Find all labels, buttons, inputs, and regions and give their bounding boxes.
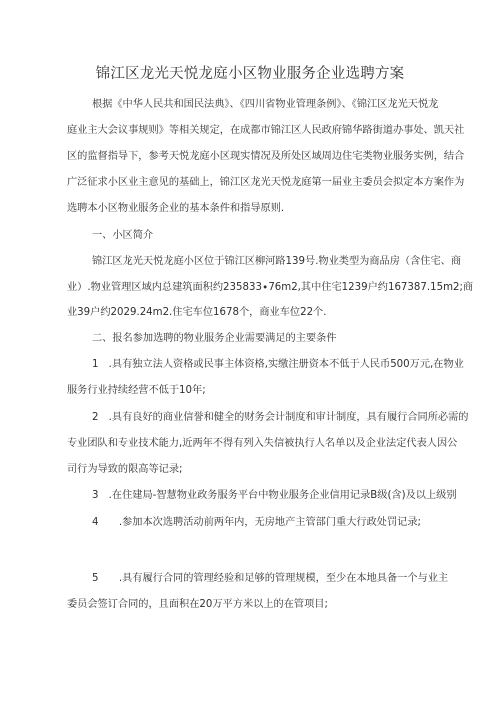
paragraph-line: 业）.物业管理区域内总建筑面积约235833∙76m2,其中住宅1239户约167387.15m2;商 (67, 282, 474, 293)
list-item-line: 1 .具有独立法人资格或民事主体资格,实缴注册资本不低于人民币500万元,在物业 (92, 359, 464, 370)
paragraph-line: 业39户约2029.24m2.住宅车位1678个，商业车位22个. (67, 307, 327, 318)
paragraph-line: 区的监督指导下，参考天悦龙庭小区现实情况及所处区域周边住宅类物业服务实例，结合 (67, 151, 465, 162)
paragraph-line: 锦江区龙光天悦龙庭小区位于锦江区柳河路139号.物业类型为商品房（含住宅、商 (92, 256, 462, 267)
list-item-line: 3 .在住建局-智慧物业政务服务平台中物业服务企业信用记录B级(含)及以上级别 (92, 490, 457, 501)
paragraph-line: 根据《中华人民共和国民法典》、《四川省物业管理条例》、《锦江区龙光天悦龙 (92, 99, 439, 110)
list-item-line: 司行为导致的限高等记录; (67, 464, 183, 475)
list-item-line: 专业团队和专业技术能力,近两年不得有列入失信被执行人名单以及企业法定代表人因公 (67, 438, 458, 449)
list-item-line: 5 .具有履行合同的管理经验和足够的管理规模，至少在本地具备一个与业主 (92, 573, 449, 584)
list-item-line: 委员会签订合同的，且面积在20万平方米以上的在管项目; (67, 599, 328, 610)
section-heading: 二、报名参加选聘的物业服务企业需要满足的主要条件 (92, 333, 337, 344)
paragraph-line: 选聘本小区物业服务企业的基本条件和指导原则. (67, 203, 285, 214)
document-title: 锦江区龙光天悦龙庭小区物业服务企业选聘方案 (95, 66, 405, 82)
list-item-line: 服务行业持续经营不低于10年; (67, 385, 206, 396)
list-item-line: 2 .具有良好的商业信誉和健全的财务会计制度和审计制度，具有履行合同所必需的 (92, 412, 469, 423)
list-item-line: 4 .参加本次选聘活动前两年内，无房地产主管部门重大行政处罚记录; (92, 517, 421, 528)
section-heading: 一、小区简介 (92, 230, 154, 241)
paragraph-line: 广泛征求小区业主意见的基础上，锦江区龙光天悦龙庭第一届业主委员会拟定本方案作为 (67, 177, 465, 188)
paragraph-line: 庭业主大会议事规则》等相关规定，在成都市锦江区人民政府锦华路街道办事处、凯天社 (67, 125, 465, 136)
